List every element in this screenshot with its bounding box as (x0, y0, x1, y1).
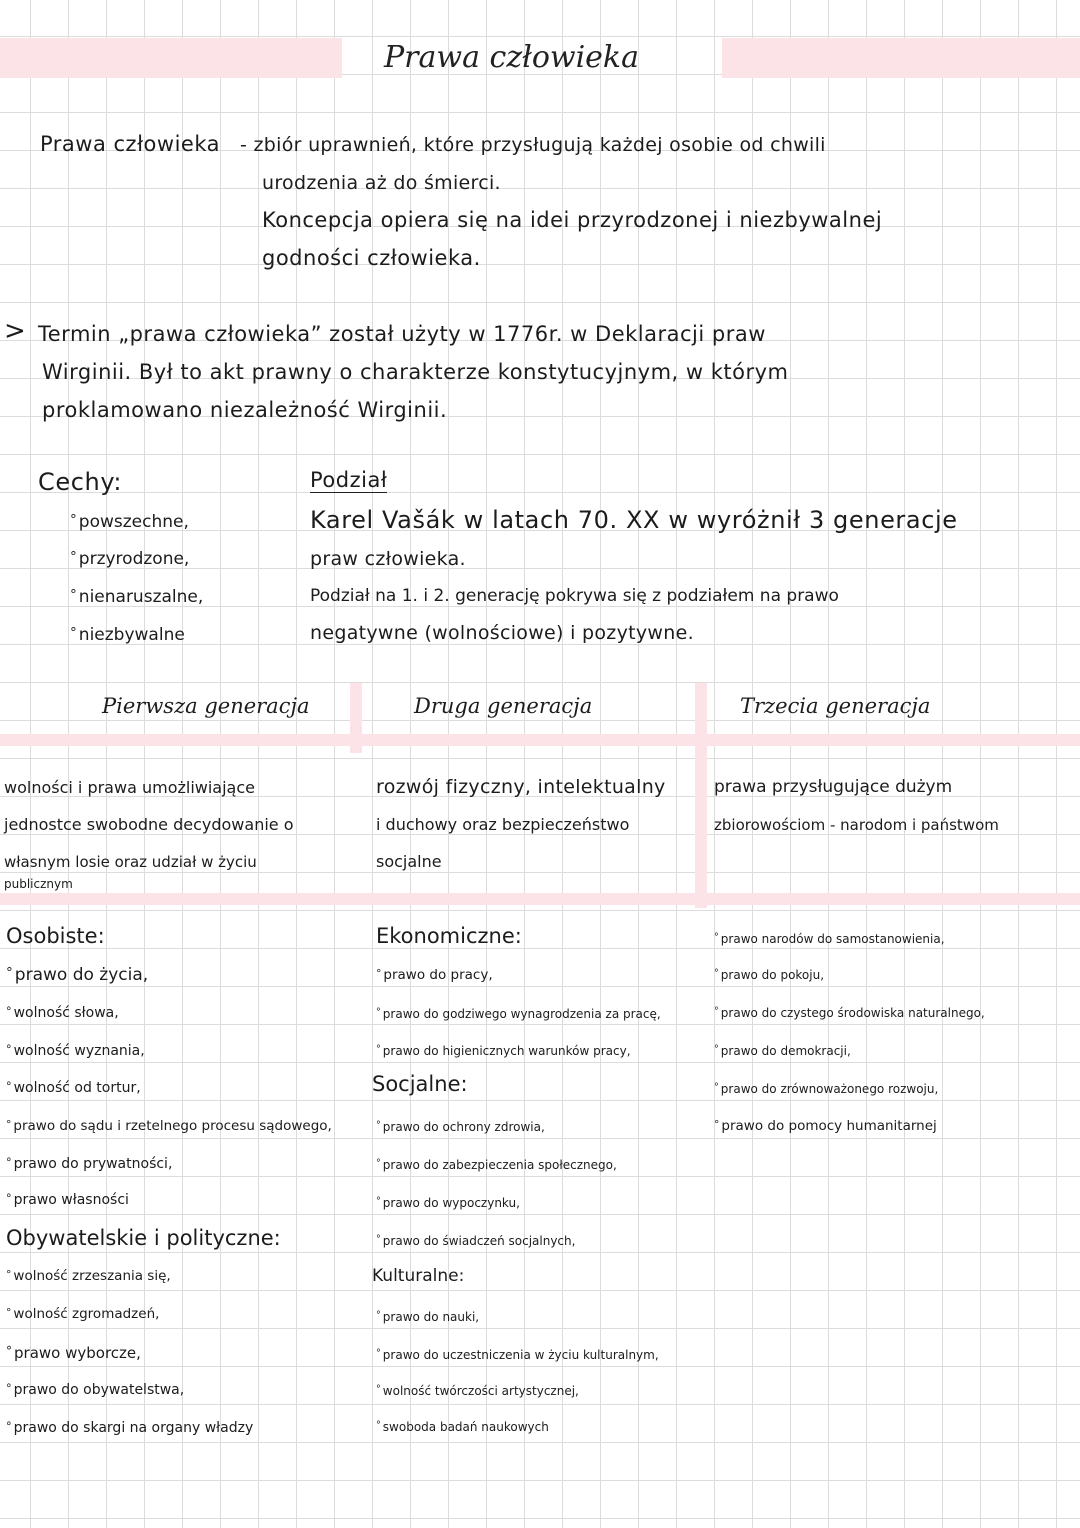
division-line-4: negatywne (wolnościowe) i pozytywne. (310, 622, 694, 644)
origin-line-2: Wirginii. Był to akt prawny o charakterze konstytucyjnym, w którym (42, 360, 789, 384)
economic-right-item: ° prawo do higienicznych warunków pracy, (376, 1044, 631, 1058)
personal-right-item: ° wolność wyznania, (6, 1043, 145, 1059)
economic-rights-heading: Ekonomiczne: (376, 924, 522, 948)
feature-item: ° powszechne, (70, 512, 189, 532)
economic-right-item: ° prawo do godziwego wynagrodzenia za pracę, (376, 1007, 661, 1021)
cultural-right-item: ° swoboda badań naukowych (376, 1420, 549, 1434)
division-heading: Podział (310, 468, 388, 492)
social-right-item: ° prawo do zabezpieczenia społecznego, (376, 1158, 617, 1172)
personal-right-item: ° prawo do sądu i rzetelnego procesu sądowego, (6, 1118, 332, 1134)
division-line-3: Podział na 1. i 2. generację pokrywa się z podziałem na prawo (310, 586, 839, 606)
definition-line-1: - zbiór uprawnień, które przysługują każdej osobie od chwili (240, 134, 826, 156)
generation-heading-1: Pierwsza generacja (102, 694, 310, 718)
generation-heading-2: Druga generacja (414, 694, 593, 718)
gen1-desc-line: własnym losie oraz udział w życiu (4, 853, 257, 871)
arrow-marker-icon: > (4, 316, 26, 346)
cultural-rights-heading: Kulturalne: (372, 1266, 465, 1286)
social-right-item: ° prawo do świadczeń socjalnych, (376, 1234, 575, 1248)
features-heading: Cechy: (38, 468, 123, 496)
third-gen-right-item: ° prawo narodów do samostanowienia, (714, 932, 945, 946)
third-gen-right-item: ° prawo do demokracji, (714, 1044, 851, 1058)
third-gen-right-item: ° prawo do czystego środowiska naturalnego, (714, 1006, 985, 1020)
civic-right-item: ° wolność zgromadzeń, (6, 1306, 159, 1322)
feature-item: ° niezbywalne (70, 625, 185, 645)
civic-right-item: ° prawo do skargi na organy władzy (6, 1420, 253, 1436)
personal-right-item: ° wolność od tortur, (6, 1080, 141, 1096)
gen1-desc-line: jednostce swobodne decydowanie o (4, 815, 294, 834)
column-divider-2 (695, 683, 707, 908)
division-line-2: praw człowieka. (310, 548, 466, 570)
economic-right-item: ° prawo do pracy, (376, 967, 493, 983)
feature-item: ° nienaruszalne, (70, 587, 203, 607)
civic-right-item: ° prawo wyborcze, (6, 1344, 141, 1362)
gen1-desc-line: publicznym (4, 877, 73, 891)
cultural-right-item: ° wolność twórczości artystycznej, (376, 1384, 579, 1398)
gen3-desc-line: prawa przysługujące dużym (714, 777, 953, 797)
definition-line-4: godności człowieka. (262, 246, 481, 270)
generation-desc-band (0, 893, 1080, 905)
social-right-item: ° prawo do ochrony zdrowia, (376, 1120, 545, 1134)
title-highlight-right (722, 38, 1080, 78)
title-highlight-left (0, 38, 342, 78)
third-gen-right-item: ° prawo do zrównoważonego rozwoju, (714, 1082, 938, 1096)
gen2-desc-line: socjalne (376, 852, 442, 871)
cultural-right-item: ° prawo do nauki, (376, 1310, 479, 1324)
origin-line-1: Termin „prawa człowieka” został użyty w 1776r. w Deklaracji praw (38, 322, 766, 346)
origin-line-3: proklamowano niezależność Wirginii. (42, 398, 448, 422)
personal-right-item: ° prawo do życia, (6, 965, 148, 985)
civic-right-item: ° wolność zrzeszania się, (6, 1268, 171, 1284)
gen2-desc-line: i duchowy oraz bezpieczeństwo (376, 815, 630, 834)
third-gen-right-item: ° prawo do pokoju, (714, 968, 824, 982)
personal-rights-heading: Osobiste: (6, 924, 105, 948)
cultural-right-item: ° prawo do uczestniczenia w życiu kulturalnym, (376, 1348, 659, 1362)
generation-heading-3: Trzecia generacja (740, 694, 931, 718)
column-divider-1 (350, 683, 362, 753)
social-rights-heading: Socjalne: (372, 1072, 468, 1096)
civic-right-item: ° prawo do obywatelstwa, (6, 1382, 184, 1398)
feature-item: ° przyrodzone, (70, 549, 189, 569)
definition-term: Prawa człowieka (40, 132, 220, 156)
social-right-item: ° prawo do wypoczynku, (376, 1196, 520, 1210)
definition-line-3: Koncepcja opiera się na idei przyrodzonej i niezbywalnej (262, 208, 883, 232)
personal-right-item: ° prawo własności (6, 1192, 129, 1208)
division-line-1: Karel Vašák w latach 70. XX w wyróżnił 3 generacje (310, 506, 958, 534)
civic-rights-heading: Obywatelskie i polityczne: (6, 1226, 281, 1250)
generation-header-band (0, 734, 1080, 746)
definition-line-2: urodzenia aż do śmierci. (262, 172, 501, 194)
gen1-desc-line: wolności i prawa umożliwiające (4, 778, 255, 797)
personal-right-item: ° prawo do prywatności, (6, 1156, 172, 1172)
third-gen-right-item: ° prawo do pomocy humanitarnej (714, 1118, 937, 1134)
gen2-desc-line: rozwój fizyczny, intelektualny (376, 776, 666, 798)
personal-right-item: ° wolność słowa, (6, 1005, 119, 1021)
page-title: Prawa człowieka (384, 40, 639, 75)
gen3-desc-line: zbiorowościom - narodom i państwom (714, 816, 999, 834)
